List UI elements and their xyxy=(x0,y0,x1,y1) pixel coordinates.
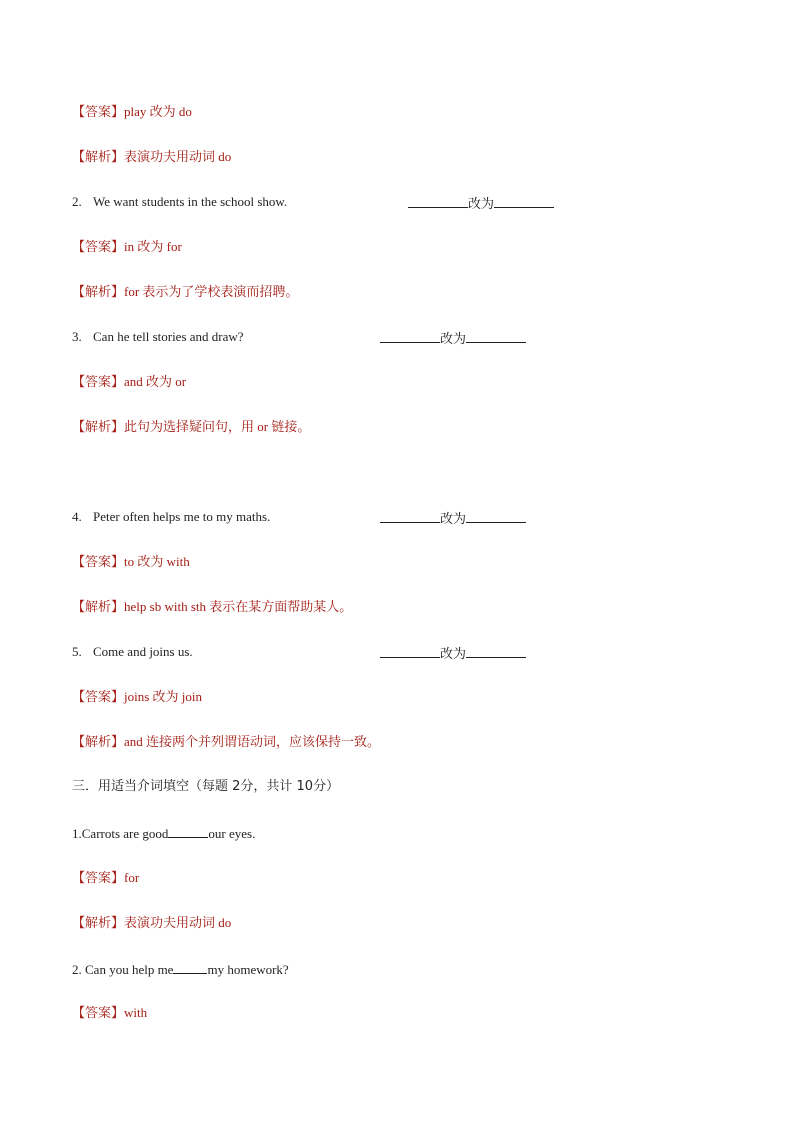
question-number: 3. xyxy=(72,329,82,344)
analysis-text: 表演功夫用动词 do xyxy=(124,915,232,930)
answer-line-2 xyxy=(72,238,182,257)
fill-text-before: 2. Can you help me xyxy=(72,962,174,977)
correction-blank-2 xyxy=(408,193,554,214)
question-number: 5. xyxy=(72,644,82,659)
answer-text: to 改为 with xyxy=(124,554,190,569)
analysis-tag: 【解析】 xyxy=(72,150,125,165)
answer-tag: 【答案】 xyxy=(72,375,125,390)
answer-line-4 xyxy=(72,553,190,572)
answer-text: play 改为 do xyxy=(124,104,192,119)
change-word: 改为 xyxy=(440,512,467,527)
analysis-text: help sb with sth 表示在某方面帮助某人。 xyxy=(124,599,353,614)
analysis-tag: 【解析】 xyxy=(72,735,125,750)
correction-blank-3 xyxy=(380,328,526,349)
question-number: 2. xyxy=(72,194,82,209)
answer-text: for xyxy=(124,870,140,885)
fill-question-1 xyxy=(72,823,255,843)
change-word: 改为 xyxy=(468,197,495,212)
analysis-tag: 【解析】 xyxy=(72,285,125,300)
section-heading: 三．用适当介词填空（每题 2分，共计 10分） xyxy=(72,779,340,794)
correction-blank-4 xyxy=(380,508,526,529)
question-text: Can he tell stories and draw? xyxy=(93,329,244,344)
blank-right[interactable] xyxy=(494,193,554,208)
question-3 xyxy=(72,328,244,346)
fill-blank[interactable] xyxy=(173,959,207,974)
fill-text-after: our eyes. xyxy=(208,826,256,841)
answer-text: joins 改为 join xyxy=(124,689,203,704)
answer-text: in 改为 for xyxy=(124,239,182,254)
analysis-tag: 【解析】 xyxy=(72,600,125,615)
fill-analysis-1 xyxy=(72,914,231,933)
analysis-line-1 xyxy=(72,148,231,167)
answer-text: with xyxy=(124,1005,148,1020)
answer-tag: 【答案】 xyxy=(72,1006,125,1021)
change-word: 改为 xyxy=(440,332,467,347)
question-5 xyxy=(72,643,193,661)
analysis-tag: 【解析】 xyxy=(72,916,125,931)
answer-tag: 【答案】 xyxy=(72,555,125,570)
correction-blank-5 xyxy=(380,643,526,664)
blank-wrong[interactable] xyxy=(380,508,440,523)
question-4 xyxy=(72,508,270,526)
change-word: 改为 xyxy=(440,647,467,662)
blank-wrong[interactable] xyxy=(380,643,440,658)
answer-tag: 【答案】 xyxy=(72,105,125,120)
answer-tag: 【答案】 xyxy=(72,690,125,705)
question-number: 4. xyxy=(72,509,82,524)
analysis-text: and 连接两个并列谓语动词，应该保持一致。 xyxy=(124,734,381,749)
question-text: Peter often helps me to my maths. xyxy=(93,509,271,524)
blank-right[interactable] xyxy=(466,508,526,523)
blank-wrong[interactable] xyxy=(380,328,440,343)
fill-answer-1 xyxy=(72,869,139,888)
fill-text-after: my homework? xyxy=(207,962,289,977)
blank-wrong[interactable] xyxy=(408,193,468,208)
analysis-text: 此句为选择疑问句，用 or 链接。 xyxy=(124,419,311,434)
analysis-line-3 xyxy=(72,418,310,437)
answer-line-3 xyxy=(72,373,186,392)
answer-line-1 xyxy=(72,103,192,122)
fill-answer-2 xyxy=(72,1004,147,1023)
analysis-text: 表演功夫用动词 do xyxy=(124,149,232,164)
answer-line-5 xyxy=(72,688,202,707)
analysis-line-4 xyxy=(72,598,352,617)
answer-tag: 【答案】 xyxy=(72,871,125,886)
question-text: We want students in the school show. xyxy=(93,194,288,209)
question-text: Come and joins us. xyxy=(93,644,193,659)
analysis-line-2 xyxy=(72,283,298,302)
fill-question-2 xyxy=(72,959,289,979)
blank-right[interactable] xyxy=(466,328,526,343)
question-2 xyxy=(72,193,287,211)
fill-text-before: 1.Carrots are good xyxy=(72,826,169,841)
answer-tag: 【答案】 xyxy=(72,240,125,255)
analysis-line-5 xyxy=(72,733,380,752)
analysis-tag: 【解析】 xyxy=(72,420,125,435)
analysis-text: for 表示为了学校表演而招聘。 xyxy=(124,284,299,299)
blank-right[interactable] xyxy=(466,643,526,658)
fill-blank[interactable] xyxy=(168,823,208,838)
answer-text: and 改为 or xyxy=(124,374,187,389)
